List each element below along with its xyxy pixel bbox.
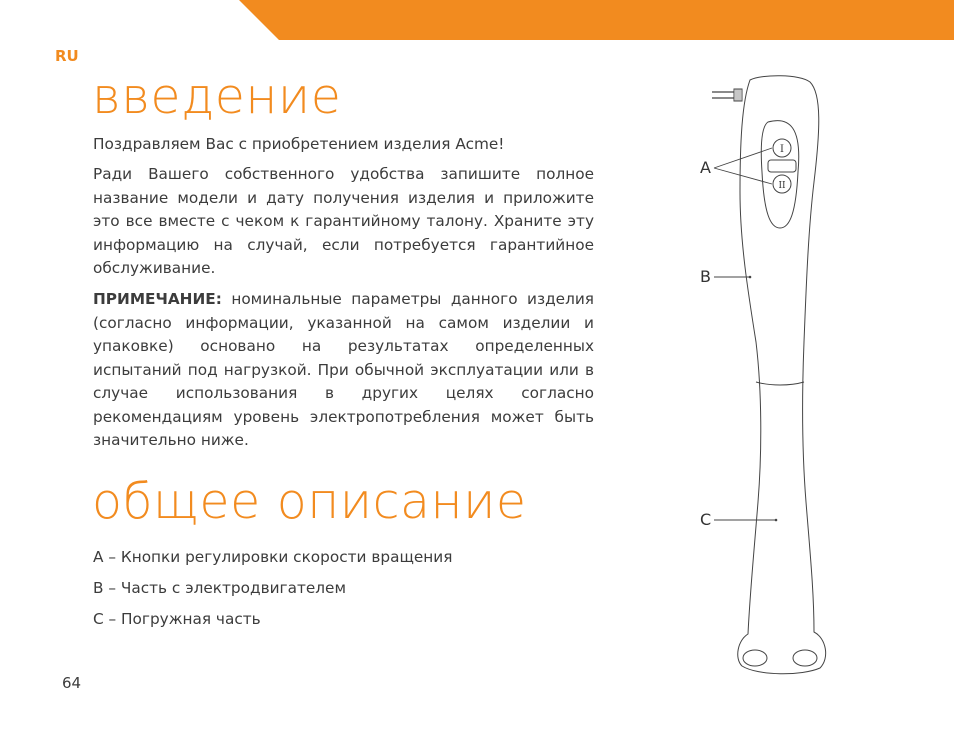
note-paragraph [93,288,594,453]
hand-blender-drawing [690,72,850,682]
intro-paragraph-2 [93,163,594,281]
speed-button-1-label: I [780,144,784,155]
parts-list-item-c: C – Погружная часть [93,610,261,628]
parts-list-item-a: A – Кнопки регулировки скорости вращения [93,548,453,566]
callout-b: B [700,267,711,286]
hand-blender-illustration [690,72,850,682]
page-number: 64 [62,674,82,692]
speed-button-2-label: II [778,181,786,191]
parts-list-item-b: B – Часть с электродвигателем [93,579,346,597]
callout-a: A [700,158,711,177]
callout-c: C [700,510,712,529]
parts-list [93,546,452,639]
language-code: RU [55,47,79,65]
intro-paragraph-1 [93,133,594,157]
header-accent-bar [239,0,954,40]
intro-text-2: Ради Вашего собственного удобства запишите полное название модели и дату получения изделия и приложите это все вместе с чеком к гарантийному талону. Храните эту информацию на случай, если потребуется гарантийное обслуживание. [93,165,594,277]
note-text: номинальные параметры данного изделия (согласно информации, указанной на самом изделии и упаковке) основано на результатах определенных испытаний под нагрузкой. При обычной эксплуатации или в случае использования в других целях согласно рекомендациям уровень электропотребления может быть значительно ниже. [93,290,594,449]
intro-title: введение [92,68,342,125]
description-title: общее описание [92,473,527,530]
note-label: ПРИМЕЧАНИЕ: [93,290,222,308]
intro-text-1: Поздравляем Вас с приобретением изделия Acme! [93,135,505,153]
